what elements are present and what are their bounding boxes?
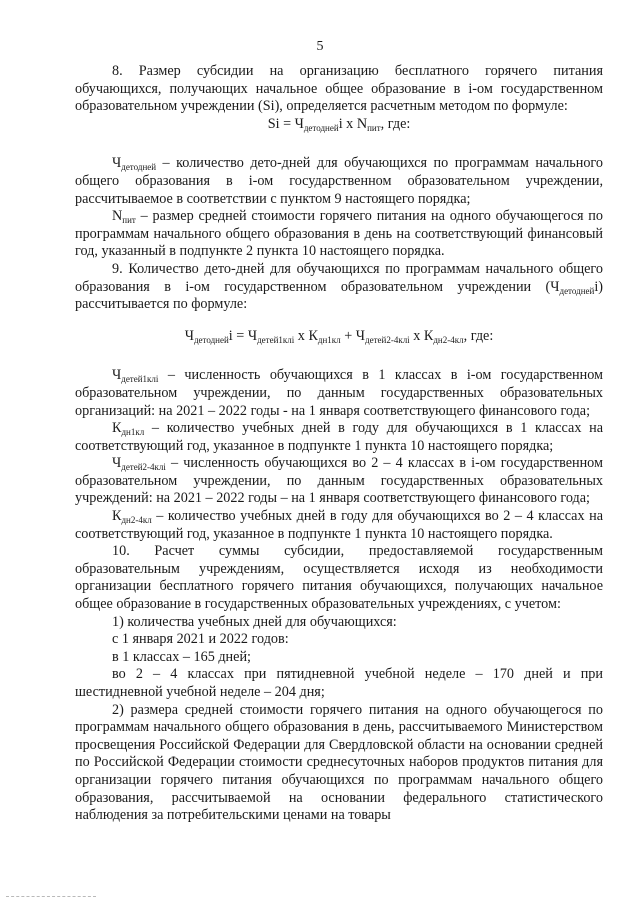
- definition-days-grade1: $К_{дн1кл}$ – количество учебных дней в году для обучающихся в 1 классах на соответствующий год, указанное в подпункте 1 пункта 10 настоящего порядка;: [75, 420, 603, 454]
- definition-child-days: $Ч_{детодней}$ – количество дето-дней для обучающихся по программам начального общего образования в i-ом государственном образовательном учреждении, рассчитываемое в соответствии с пунктом 9 настоящего порядка;: [75, 155, 603, 207]
- page-number: 5: [316, 39, 324, 54]
- definition-pupils-grade1: $Ч_{детей1клi}$ – численность обучающихся в 1 классах в i-ом государственном образовательном учреждении, по данным государственных образовательных организаций: на 2021 – 2022 годы - на 1 января соответствующего финансового года;: [75, 367, 603, 419]
- list-item-1: 1) количества учебных дней для обучающихся:: [112, 613, 397, 630]
- list-item-1b: в 1 классах – 165 дней;: [112, 648, 251, 665]
- formula-child-days: $Ч_{детодней}i = Ч_{детей1клi}$ х $К_{дн1кл} + Ч_{детей2-4клi}$ х $К_{дн2-4кл}$, где:: [184, 327, 494, 345]
- list-item-1a: с 1 января 2021 и 2022 годов:: [112, 631, 289, 648]
- paragraph-9: 9. Количество дето-дней для обучающихся по программам начального общего образования в i-ом государственном образовательном учреждении $(Ч_{детодней}i)$ рассчитывается по формуле:: [75, 260, 603, 313]
- footer-divider: [6, 896, 96, 897]
- document-body: [75, 63, 603, 825]
- paragraph-8: 8. Размер субсидии на организацию бесплатного горячего питания обучающихся, получающих начальное общее образование в i-ом государственном образовательном учреждении (Si), определяется расчетным методом по формуле:: [75, 63, 603, 115]
- list-item-2: 2) размера средней стоимости горячего питания на одного обучающегося по программам начального общего образования в день, рассчитываемого Министерством просвещения Российской Федерации для Свердловской области на основании средней по Российской Федерации стоимости среднесуточных наборов продуктов питания для организации горячего питания обучающихся по программам начального общего образования, рассчитываемой на основании федерального статистического наблюдения за потребительскими ценами на товары: [75, 701, 603, 824]
- paragraph-10: 10. Расчет суммы субсидии, предоставляемой государственным образовательным учреждениям, осуществляется исходя из необходимости организации бесплатного горячего питания обучающихся, получающих начальное общее образование в государственных образовательных учреждениях, с учетом:: [75, 543, 603, 613]
- definition-meal-cost: $N_{пит}$ – размер средней стоимости горячего питания на одного обучающегося по программам начального общего образования в день на соответствующий финансовый год, указанный в подпункте 2 пункта 10 настоящего порядка.: [75, 208, 603, 260]
- list-item-1c: во 2 – 4 классах при пятидневной учебной неделе – 170 дней и при шестидневной учебной неделе – 204 дня;: [75, 666, 603, 700]
- definition-days-grade2-4: $К_{дн2-4кл}$ – количество учебных дней в году для обучающихся во 2 – 4 классах на соответствующий год, указанное в подпункте 1 пункта 10 настоящего порядка.: [75, 508, 603, 542]
- definition-pupils-grade2-4: $Ч_{детей2-4клi}$ – численность обучающихся во 2 – 4 классах в i-ом государственном образовательном учреждении, по данным государственных образовательных учреждений: на 2021 – 2022 годы – на 1 января соответствующего финансового года;: [75, 455, 603, 507]
- formula-subsidy: $Si = Ч_{детодней}i$ х $N_{пит}$, где:: [267, 115, 411, 133]
